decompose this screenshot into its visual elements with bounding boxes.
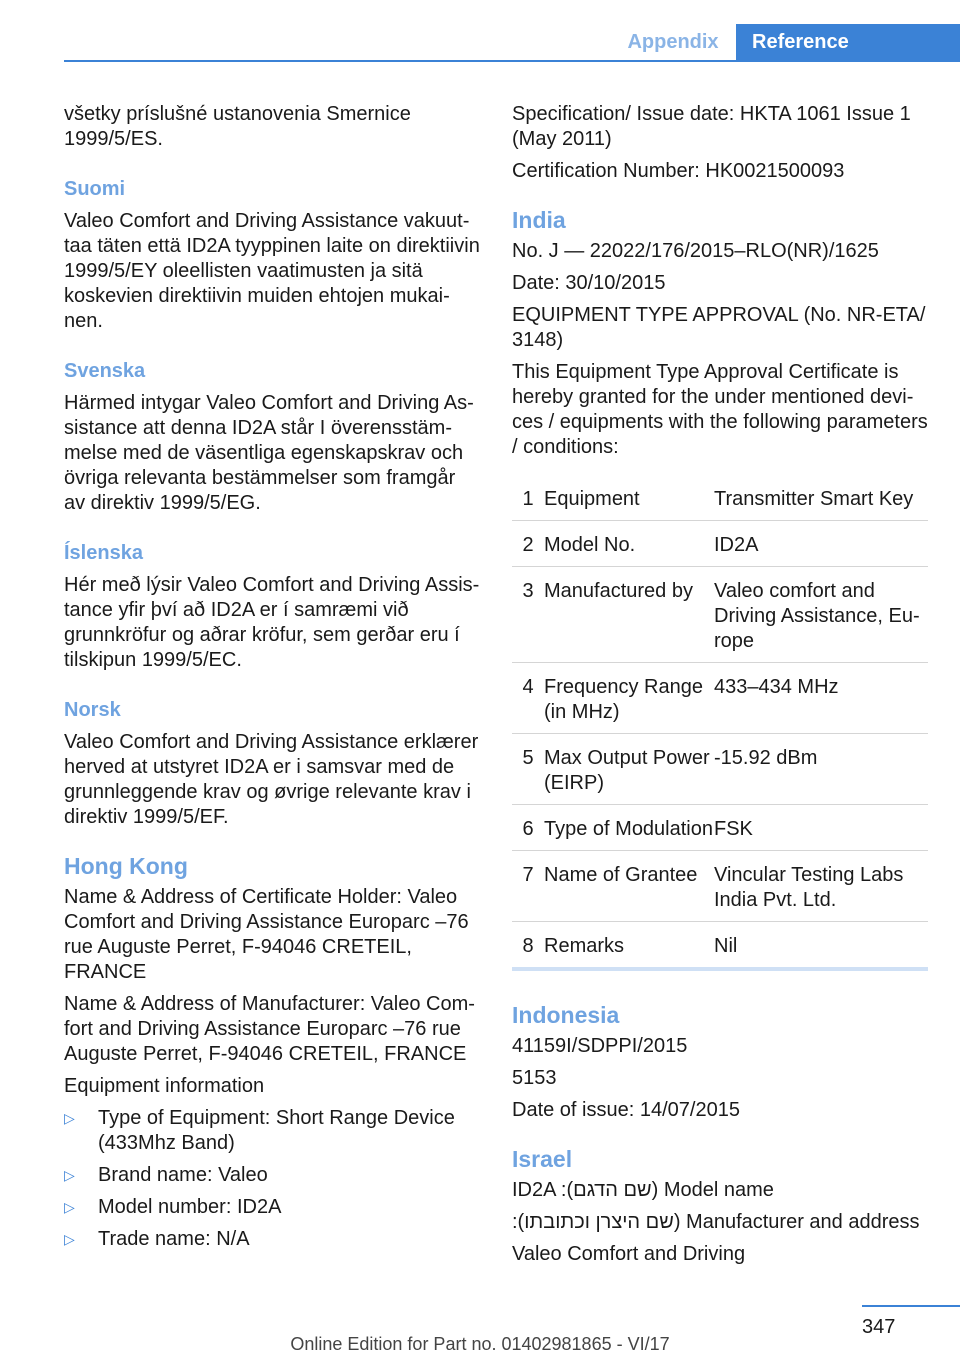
text-indonesia-date: Date of issue: 14/07/2015 [512,1099,740,1121]
table-cell-value: Vincular Testing Labs India Pvt. Ltd. [714,851,928,922]
table-row [512,475,928,521]
triangle-right-icon: ▷ [64,1110,75,1126]
page-number: 347 [862,1316,896,1338]
header-section-reference[interactable]: Reference [736,24,960,60]
list-item: ▷ Brand name: Valeo [64,1164,268,1186]
text-india-approval: EQUIPMENT TYPE APPROVAL (No. NR-ETA/ 3148) [512,304,926,351]
approval-table [512,475,928,971]
table-cell-num: 2 [512,521,544,567]
equipment-list [64,1106,480,1252]
table-cell-num: 1 [512,475,544,521]
text-certificate-holder: Name & Address of Certificate Holder: Valeo Comfort and Driving Assistance Europarc –76 rue Auguste Perret, F-94046 CRETEIL, FRANCE [64,886,469,983]
header-section-appendix[interactable]: Appendix [627,31,719,53]
table-row [512,805,928,851]
text-islenska: Hér með lýsir Valeo Comfort and Driving Assistance yfir því að ID2A er í samræmi við grunnkröfur og aðrar kröfur, sem gerðar eru í tilskipun 1999/5/EC. [64,574,480,671]
table-row [512,663,928,734]
table-cell-value: FSK [714,805,928,851]
text-india-date: Date: 30/10/2015 [512,272,666,294]
table-cell-property: Frequency Range (in MHz) [544,663,714,734]
table-row [512,922,928,970]
header-divider [64,60,960,62]
table-row [512,567,928,663]
table-cell-num: 5 [512,734,544,805]
footer-edition: Online Edition for Part no. 01402981865 - VI/17 [290,1334,670,1354]
table-cell-property: Manufactured by [544,567,714,663]
table-row [512,851,928,922]
left-column [64,102,480,1259]
heading-indonesia: Indonesia [512,1002,620,1028]
intro-text: všetky príslušné ustanovenia Smernice 1999/5/ES. [64,103,411,150]
table-cell-property: Equipment [544,475,714,521]
heading-norsk: Norsk [64,699,121,721]
table-cell-property: Remarks [544,922,714,970]
table-cell-value: -15.92 dBm [714,734,928,805]
table-cell-num: 4 [512,663,544,734]
heading-svenska: Svenska [64,360,146,382]
text-norsk: Valeo Comfort and Driving Assistance erklærer herved at utstyret ID2A er i samsvar med de grunnleggende krav og øvrige relevante krav i direktiv 1999/5/EF. [64,731,479,828]
text-svenska: Härmed intygar Valeo Comfort and Driving Assistance att denna ID2A står I överensstämmelse med de väsentliga egenskapskrav och övriga relevanta bestämmelser som framgår av direktiv 1999/5/EG. [64,392,474,514]
list-item: ▷ Type of Equipment: Short Range Device (433Mhz Band) [64,1107,455,1154]
heading-islenska: Íslenska [64,542,143,564]
text-israel-company: Valeo Comfort and Driving [512,1243,746,1265]
triangle-right-icon: ▷ [64,1231,75,1247]
table-row [512,734,928,805]
table-cell-property: Type of Modulation [544,805,714,851]
table-cell-num: 8 [512,922,544,970]
table-cell-value: Transmitter Smart Key [714,475,928,521]
text-suomi: Valeo Comfort and Driving Assistance vakuuttaa täten että ID2A tyyppinen laite on direktiivin 1999/5/EY oleellisten vaatimusten ja sitä koskevien direktiivin muiden ehtojen mukainen. [64,210,480,332]
table-cell-property: Model No. [544,521,714,567]
table-cell-value: ID2A [714,521,928,567]
triangle-right-icon: ▷ [64,1199,75,1215]
table-cell-num: 7 [512,851,544,922]
text-indonesia-line1: 41159I/SDPPI/2015 [512,1035,688,1057]
text-israel-manufacturer: :(שם היצרן וכתובתו) Manufacturer and address [512,1211,920,1233]
text-india-intro: This Equipment Type Approval Certificate is hereby granted for the under mentioned devices / equipments with the following parameters / conditions: [512,361,928,458]
table-cell-value: Nil [714,922,928,970]
table-cell-property: Name of Grantee [544,851,714,922]
right-column [512,102,928,1274]
table-cell-num: 3 [512,567,544,663]
table-cell-property: Max Output Power (EIRP) [544,734,714,805]
table-cell-value: 433–434 MHz [714,663,928,734]
heading-israel: Israel [512,1146,573,1172]
table-cell-value: Valeo comfort and Driving Assistance, Europe [714,567,928,663]
text-specification: Specification/ Issue date: HKTA 1061 Issue 1 (May 2011) [512,103,911,150]
text-india-number: No. J — 22022/176/2015–RLO(NR)/1625 [512,240,879,262]
table-row [512,521,928,567]
text-equipment-info: Equipment information [64,1075,265,1097]
page-header [0,0,960,62]
list-item: ▷ Trade name: N/A [64,1228,250,1250]
text-indonesia-line2: 5153 [512,1067,557,1089]
table-cell-num: 6 [512,805,544,851]
heading-india: India [512,207,566,233]
text-manufacturer: Name & Address of Manufacturer: Valeo Comfort and Driving Assistance Europarc –76 rue Auguste Perret, F-94046 CRETEIL, FRANCE [64,993,475,1065]
text-israel-model: ID2A :(שם הדגם) Model name [512,1179,774,1201]
triangle-right-icon: ▷ [64,1167,75,1183]
heading-suomi: Suomi [64,178,126,200]
text-certification-number: Certification Number: HK0021500093 [512,160,845,182]
list-item: ▷ Model number: ID2A [64,1196,282,1218]
heading-hong-kong: Hong Kong [64,853,188,879]
page-number-divider [862,1305,960,1307]
